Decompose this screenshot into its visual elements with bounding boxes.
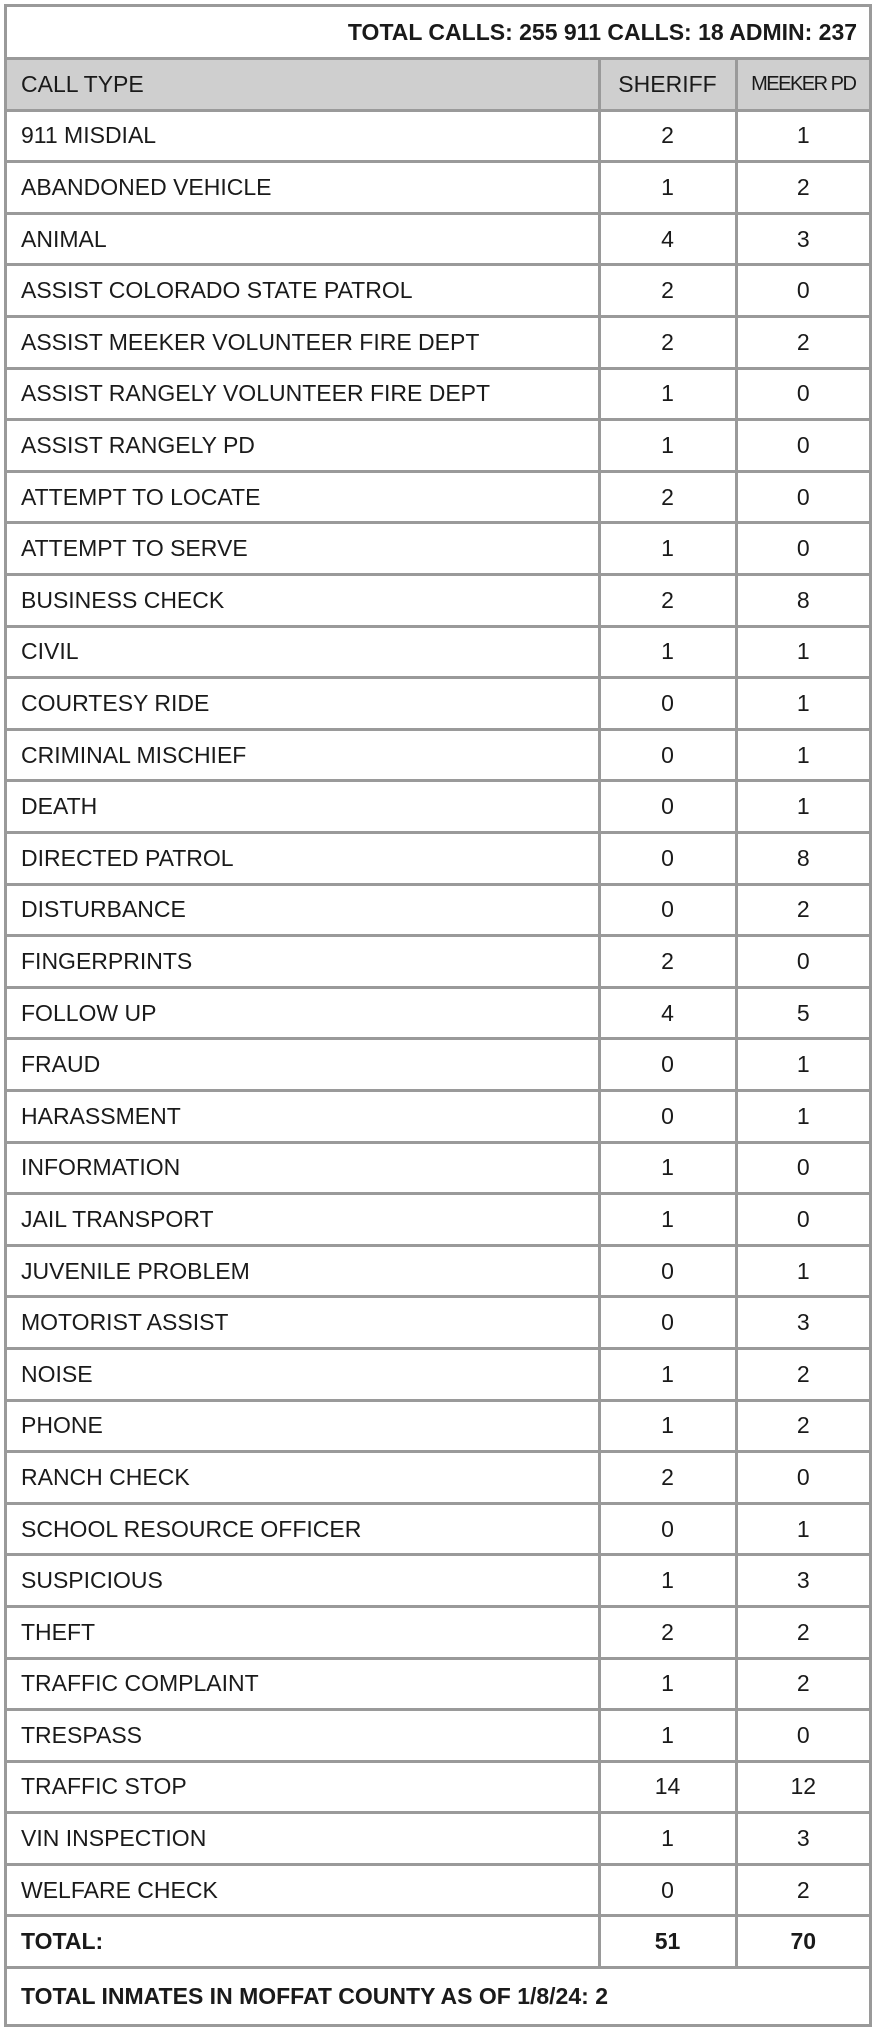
meeker-pd-count-cell: 3: [736, 1813, 869, 1865]
table-row: [7, 1142, 869, 1194]
table-row: [7, 936, 869, 988]
meeker-pd-count-cell: 2: [736, 884, 869, 936]
sheriff-count-cell: 2: [599, 936, 736, 988]
call-type-cell: ABANDONED VEHICLE: [7, 162, 599, 214]
sheriff-count-cell: 1: [599, 1555, 736, 1607]
sheriff-count-cell: 2: [599, 110, 736, 162]
total-row: [7, 1916, 869, 1968]
call-type-cell: TRAFFIC STOP: [7, 1761, 599, 1813]
sheriff-count-cell: 1: [599, 626, 736, 678]
meeker-pd-count-cell: 0: [736, 368, 869, 420]
call-type-cell: JUVENILE PROBLEM: [7, 1245, 599, 1297]
table-row: [7, 110, 869, 162]
meeker-pd-count-cell: 2: [736, 1864, 869, 1916]
meeker-pd-count-cell: 2: [736, 317, 869, 369]
table-row: [7, 213, 869, 265]
sheriff-count-cell: 1: [599, 1658, 736, 1710]
sheriff-count-cell: 4: [599, 213, 736, 265]
meeker-pd-count-cell: 1: [736, 678, 869, 730]
meeker-pd-count-cell: 5: [736, 987, 869, 1039]
table-row: [7, 420, 869, 472]
table-row: [7, 471, 869, 523]
table-row: [7, 317, 869, 369]
meeker-pd-count-cell: 1: [736, 1090, 869, 1142]
table-row: [7, 1245, 869, 1297]
call-type-cell: JAIL TRANSPORT: [7, 1194, 599, 1246]
call-type-cell: SUSPICIOUS: [7, 1555, 599, 1607]
call-type-cell: COURTESY RIDE: [7, 678, 599, 730]
call-type-cell: CIVIL: [7, 626, 599, 678]
column-header-sheriff: SHERIFF: [599, 59, 736, 111]
sheriff-count-cell: 0: [599, 729, 736, 781]
call-type-cell: ASSIST RANGELY VOLUNTEER FIRE DEPT: [7, 368, 599, 420]
meeker-pd-count-cell: 8: [736, 575, 869, 627]
call-type-cell: FINGERPRINTS: [7, 936, 599, 988]
sheriff-count-cell: 1: [599, 420, 736, 472]
call-log-table: [7, 7, 869, 2024]
meeker-pd-count-cell: 0: [736, 420, 869, 472]
meeker-pd-count-cell: 0: [736, 1452, 869, 1504]
sheriff-count-cell: 1: [599, 162, 736, 214]
table-row: [7, 1452, 869, 1504]
sheriff-count-cell: 2: [599, 575, 736, 627]
call-type-cell: ASSIST RANGELY PD: [7, 420, 599, 472]
sheriff-count-cell: 1: [599, 1400, 736, 1452]
meeker-pd-count-cell: 3: [736, 1297, 869, 1349]
meeker-pd-count-cell: 12: [736, 1761, 869, 1813]
call-type-cell: INFORMATION: [7, 1142, 599, 1194]
sheriff-count-cell: 14: [599, 1761, 736, 1813]
meeker-pd-count-cell: 0: [736, 1710, 869, 1762]
call-type-cell: ASSIST COLORADO STATE PATROL: [7, 265, 599, 317]
sheriff-count-cell: 2: [599, 1452, 736, 1504]
table-row: [7, 1348, 869, 1400]
footer-row: [7, 1968, 869, 2024]
call-type-cell: DIRECTED PATROL: [7, 833, 599, 885]
call-type-cell: FOLLOW UP: [7, 987, 599, 1039]
meeker-pd-count-cell: 1: [736, 1503, 869, 1555]
call-type-cell: PHONE: [7, 1400, 599, 1452]
meeker-pd-count-cell: 0: [736, 1142, 869, 1194]
call-type-cell: ANIMAL: [7, 213, 599, 265]
table-row: [7, 1039, 869, 1091]
call-log-table-container: [4, 4, 872, 2027]
header-row: [7, 59, 869, 111]
table-row: [7, 523, 869, 575]
meeker-pd-count-cell: 2: [736, 1606, 869, 1658]
call-type-cell: DEATH: [7, 781, 599, 833]
call-type-cell: NOISE: [7, 1348, 599, 1400]
table-row: [7, 1194, 869, 1246]
meeker-pd-count-cell: 3: [736, 213, 869, 265]
sheriff-count-cell: 2: [599, 317, 736, 369]
meeker-pd-count-cell: 2: [736, 1348, 869, 1400]
call-rows: [7, 110, 869, 1916]
table-row: [7, 833, 869, 885]
call-type-cell: RANCH CHECK: [7, 1452, 599, 1504]
meeker-pd-count-cell: 1: [736, 729, 869, 781]
sheriff-count-cell: 0: [599, 1297, 736, 1349]
call-type-cell: VIN INSPECTION: [7, 1813, 599, 1865]
total-label: TOTAL:: [7, 1916, 599, 1968]
sheriff-count-cell: 0: [599, 833, 736, 885]
table-row: [7, 1297, 869, 1349]
table-row: [7, 575, 869, 627]
sheriff-count-cell: 1: [599, 1813, 736, 1865]
table-row: [7, 265, 869, 317]
table-row: [7, 1761, 869, 1813]
sheriff-count-cell: 2: [599, 1606, 736, 1658]
call-type-cell: DISTURBANCE: [7, 884, 599, 936]
call-type-cell: ASSIST MEEKER VOLUNTEER FIRE DEPT: [7, 317, 599, 369]
meeker-pd-count-cell: 1: [736, 626, 869, 678]
table-row: [7, 1710, 869, 1762]
call-type-cell: TRAFFIC COMPLAINT: [7, 1658, 599, 1710]
meeker-pd-count-cell: 3: [736, 1555, 869, 1607]
sheriff-count-cell: 0: [599, 781, 736, 833]
call-type-cell: WELFARE CHECK: [7, 1864, 599, 1916]
call-type-cell: CRIMINAL MISCHIEF: [7, 729, 599, 781]
call-type-cell: SCHOOL RESOURCE OFFICER: [7, 1503, 599, 1555]
sheriff-count-cell: 1: [599, 1142, 736, 1194]
meeker-pd-count-cell: 1: [736, 1245, 869, 1297]
total-meeker-pd: 70: [736, 1916, 869, 1968]
call-type-cell: 911 MISDIAL: [7, 110, 599, 162]
meeker-pd-count-cell: 0: [736, 1194, 869, 1246]
sheriff-count-cell: 1: [599, 523, 736, 575]
call-type-cell: ATTEMPT TO SERVE: [7, 523, 599, 575]
meeker-pd-count-cell: 2: [736, 162, 869, 214]
table-row: [7, 162, 869, 214]
table-row: [7, 1090, 869, 1142]
table-row: [7, 1606, 869, 1658]
call-type-cell: TRESPASS: [7, 1710, 599, 1762]
sheriff-count-cell: 0: [599, 1864, 736, 1916]
sheriff-count-cell: 1: [599, 368, 736, 420]
call-type-cell: BUSINESS CHECK: [7, 575, 599, 627]
column-header-meeker-pd: MEEKER PD: [736, 59, 869, 111]
meeker-pd-count-cell: 0: [736, 265, 869, 317]
meeker-pd-count-cell: 1: [736, 1039, 869, 1091]
sheriff-count-cell: 2: [599, 265, 736, 317]
meeker-pd-count-cell: 2: [736, 1400, 869, 1452]
meeker-pd-count-cell: 1: [736, 781, 869, 833]
table-row: [7, 729, 869, 781]
table-row: [7, 626, 869, 678]
table-row: [7, 781, 869, 833]
table-row: [7, 1864, 869, 1916]
sheriff-count-cell: 4: [599, 987, 736, 1039]
table-row: [7, 1658, 869, 1710]
meeker-pd-count-cell: 0: [736, 523, 869, 575]
meeker-pd-count-cell: 1: [736, 110, 869, 162]
sheriff-count-cell: 2: [599, 471, 736, 523]
sheriff-count-cell: 0: [599, 678, 736, 730]
table-row: [7, 1813, 869, 1865]
sheriff-count-cell: 1: [599, 1348, 736, 1400]
sheriff-count-cell: 0: [599, 1503, 736, 1555]
total-sheriff: 51: [599, 1916, 736, 1968]
meeker-pd-count-cell: 2: [736, 1658, 869, 1710]
meeker-pd-count-cell: 0: [736, 471, 869, 523]
table-row: [7, 1503, 869, 1555]
meeker-pd-count-cell: 8: [736, 833, 869, 885]
call-type-cell: HARASSMENT: [7, 1090, 599, 1142]
sheriff-count-cell: 1: [599, 1194, 736, 1246]
call-type-cell: THEFT: [7, 1606, 599, 1658]
sheriff-count-cell: 0: [599, 1245, 736, 1297]
meeker-pd-count-cell: 0: [736, 936, 869, 988]
column-header-call-type: CALL TYPE: [7, 59, 599, 111]
table-row: [7, 987, 869, 1039]
sheriff-count-cell: 1: [599, 1710, 736, 1762]
inmates-footer: TOTAL INMATES IN MOFFAT COUNTY AS OF 1/8/24: 2: [7, 1968, 869, 2024]
total-calls-summary: TOTAL CALLS: 255 911 CALLS: 18 ADMIN: 237: [7, 7, 869, 59]
call-type-cell: ATTEMPT TO LOCATE: [7, 471, 599, 523]
call-type-cell: MOTORIST ASSIST: [7, 1297, 599, 1349]
sheriff-count-cell: 0: [599, 884, 736, 936]
call-type-cell: FRAUD: [7, 1039, 599, 1091]
table-row: [7, 1555, 869, 1607]
table-row: [7, 368, 869, 420]
sheriff-count-cell: 0: [599, 1090, 736, 1142]
summary-row: [7, 7, 869, 59]
table-row: [7, 678, 869, 730]
table-row: [7, 1400, 869, 1452]
table-row: [7, 884, 869, 936]
sheriff-count-cell: 0: [599, 1039, 736, 1091]
